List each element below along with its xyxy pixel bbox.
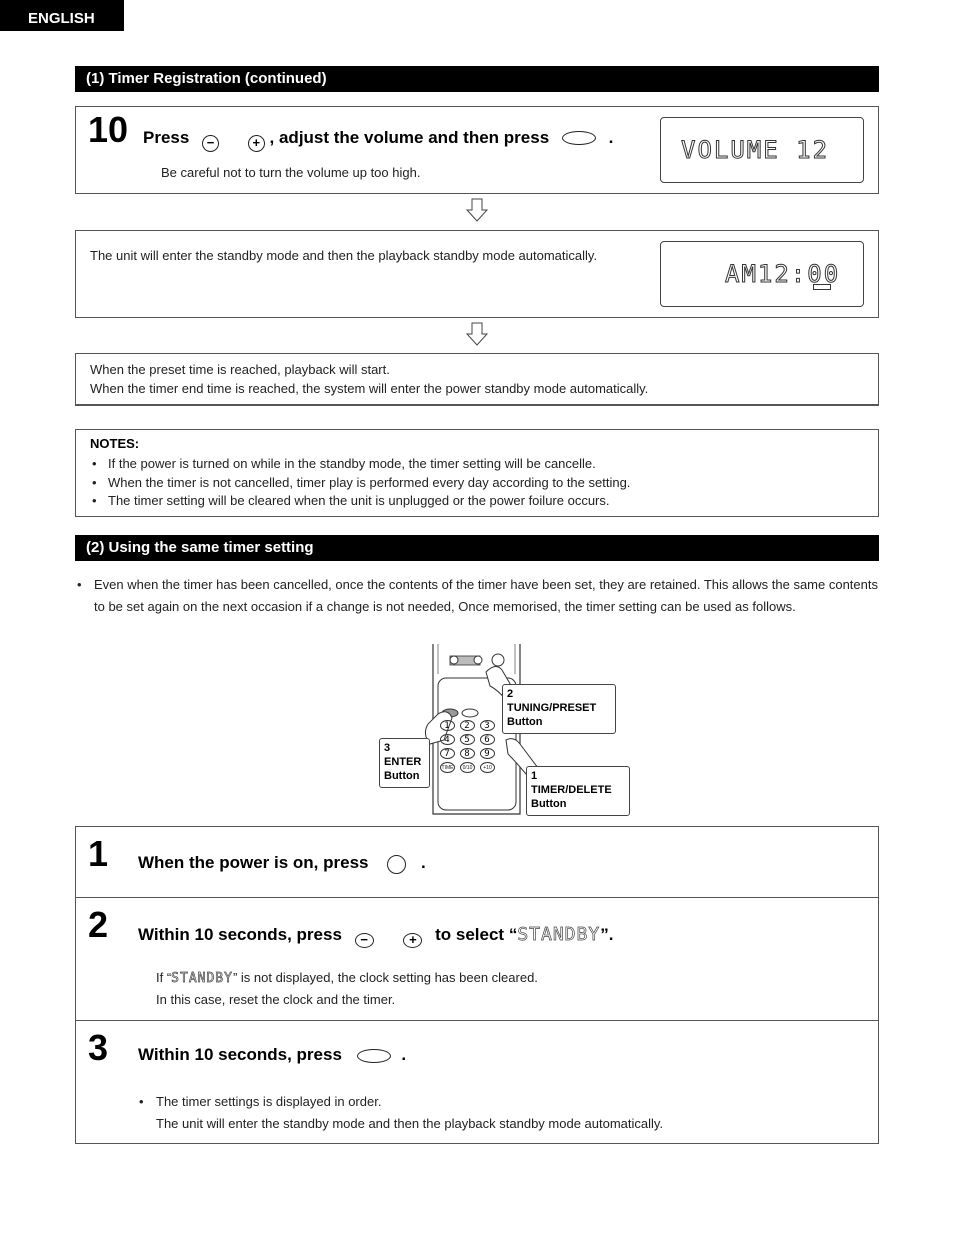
- key-7: 7: [440, 748, 455, 759]
- select-text: to select “: [435, 925, 518, 944]
- step-10-instruction: [143, 128, 613, 152]
- standby-mode-text: The unit will enter the standby mode and then the playback standby mode automatically.: [90, 248, 598, 263]
- period: .: [420, 853, 426, 872]
- enter-button-icon: [562, 131, 596, 145]
- step-3-title: [138, 1045, 406, 1065]
- close-quote: ”.: [600, 925, 614, 944]
- note-item: • The timer setting will be cleared when the unit is unplugged or the power foilure occurs.: [90, 492, 630, 511]
- note-text: ” is not displayed, the clock setting has been cleared.: [232, 970, 538, 985]
- playback-start-text: When the preset time is reached, playback will start.: [90, 362, 390, 377]
- step-3-line-2: The unit will enter the standby mode and then the playback standby mode automatically.: [156, 1116, 664, 1131]
- step-number: 10: [88, 109, 129, 150]
- plus-button-icon: +: [248, 135, 265, 152]
- key-3: 3: [480, 720, 495, 731]
- step-3: [76, 1021, 878, 1144]
- callout-tuning-preset: [502, 684, 616, 734]
- minus-button-icon: −: [355, 933, 374, 948]
- note-item: • When the timer is not cancelled, timer play is performed every day according to the setting.: [90, 474, 630, 493]
- lcd-volume-text: VOLUME 12: [681, 136, 830, 164]
- press-label: Press: [143, 128, 190, 147]
- notes-list: [90, 455, 630, 511]
- step-number: 1: [88, 833, 109, 874]
- callout-sublabel: Button: [507, 716, 543, 728]
- plus-button-icon: +: [403, 933, 422, 948]
- step-3-bullet: [138, 1094, 381, 1109]
- key-5: 5: [460, 734, 475, 745]
- callout-timer-delete: [526, 766, 630, 816]
- section-heading-same-timer: (2) Using the same timer setting: [75, 535, 879, 561]
- key-4: 4: [440, 734, 455, 745]
- callout-sublabel: Button: [384, 770, 420, 782]
- step-2-text: Within 10 seconds, press: [138, 925, 342, 944]
- key-time: TIME: [440, 762, 455, 773]
- key-6: 6: [480, 734, 495, 745]
- timer-end-text: When the timer end time is reached, the system will enter the power standby mode automatically.: [90, 381, 649, 396]
- standby-mode-box: [75, 230, 879, 318]
- enter-button-icon: [357, 1049, 391, 1063]
- step-number: 2: [88, 904, 109, 945]
- keypad: [440, 720, 500, 773]
- language-tab: ENGLISH: [0, 0, 124, 31]
- minus-button-icon: −: [202, 135, 219, 152]
- standby-display-word: STANDBY: [171, 971, 233, 986]
- notes-box: [75, 429, 879, 517]
- step-1-text: When the power is on, press: [138, 853, 369, 872]
- down-arrow-icon: [466, 198, 488, 222]
- step-2-note-1: [156, 970, 538, 986]
- playback-box: [75, 353, 879, 406]
- step-number: 3: [88, 1027, 109, 1068]
- key-8: 8: [460, 748, 475, 759]
- step-3-text: Within 10 seconds, press: [138, 1045, 342, 1064]
- steps-box: [75, 826, 879, 1144]
- adjust-volume-text: , adjust the volume and then press: [269, 128, 550, 147]
- bullet: •: [77, 577, 82, 592]
- step-2-note-2: In this case, reset the clock and the timer.: [156, 992, 396, 1007]
- period: .: [608, 128, 614, 147]
- step-2-title: [138, 924, 613, 948]
- key-2: 2: [460, 720, 475, 731]
- lcd-display-clock: [660, 241, 864, 307]
- callout-number: 2: [507, 688, 514, 700]
- timer-indicator: [813, 284, 831, 290]
- callout-label: ENTER: [384, 756, 422, 768]
- bullet: •: [139, 1094, 144, 1109]
- callout-number: 3: [384, 742, 391, 754]
- step-10-box: [75, 106, 879, 194]
- remote-illustration: [378, 644, 632, 818]
- callout-label: TUNING/PRESET: [507, 702, 597, 714]
- callout-number: 1: [531, 770, 538, 782]
- callout-enter: [379, 738, 430, 788]
- bullet-text: The timer settings is displayed in order.: [156, 1094, 382, 1109]
- period: .: [401, 1045, 407, 1064]
- note-text: If “: [156, 970, 172, 985]
- intro-paragraph: [76, 574, 878, 618]
- intro-text: Even when the timer has been cancelled, once the contents of the timer have been set, they are retained. This allows the same contents to be set again on the next occasion if a change is not needed, Once memorised, the timer setting can be used as follows.: [94, 577, 878, 614]
- key-plus10: +10: [480, 762, 495, 773]
- key-1: 1: [440, 720, 455, 731]
- callout-label: TIMER/DELETE: [531, 784, 612, 796]
- section-heading-timer-registration: (1) Timer Registration (continued): [75, 66, 879, 92]
- notes-title: NOTES:: [90, 436, 140, 451]
- step-2: [76, 898, 878, 1021]
- volume-caution-note: Be careful not to turn the volume up too high.: [161, 165, 421, 180]
- timer-button-icon: [387, 855, 406, 874]
- down-arrow-icon: [466, 322, 488, 346]
- key-0-10: 0/10: [460, 762, 475, 773]
- step-1-title: [138, 853, 426, 874]
- lcd-display-volume: [660, 117, 864, 183]
- lcd-clock-text: AM12:00: [725, 260, 841, 288]
- standby-display-word: STANDBY: [517, 924, 601, 945]
- step-1: [76, 827, 878, 898]
- callout-sublabel: Button: [531, 798, 567, 810]
- key-9: 9: [480, 748, 495, 759]
- note-item: • If the power is turned on while in the standby mode, the timer setting will be cancelle.: [90, 455, 630, 474]
